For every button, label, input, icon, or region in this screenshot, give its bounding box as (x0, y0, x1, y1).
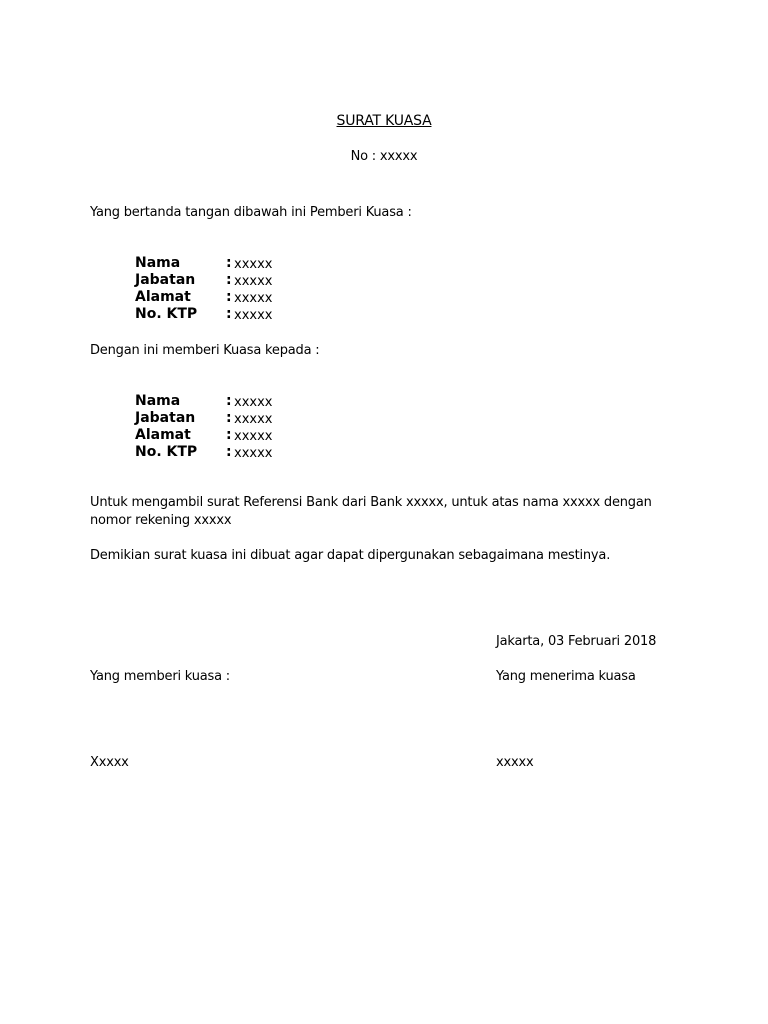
grantor-ktp-label: No. KTP (135, 306, 198, 322)
grantor-name-colon: : (226, 255, 232, 271)
grantee-name-label: Nama (135, 393, 181, 409)
place-date: Jakarta, 03 Februari 2018 (496, 634, 657, 649)
grantee-signature-label: Yang menerima kuasa (496, 669, 636, 684)
grantor-position-label: Jabatan (135, 272, 196, 288)
grantor-address-colon: : (226, 289, 232, 305)
grantor-address-label: Alamat (135, 289, 191, 305)
grantor-name-value: xxxxx (234, 257, 273, 272)
closing-paragraph: Demikian surat kuasa ini dibuat agar dapat dipergunakan sebagaimana mestinya. (90, 548, 611, 563)
purpose-paragraph: Untuk mengambil surat Referensi Bank dari Bank xxxxx, untuk atas nama xxxxx dengan nomor rekening xxxxx (90, 495, 652, 528)
grantee-position-value: xxxxx (234, 412, 273, 427)
grantee-position-colon: : (226, 410, 232, 426)
grantor-ktp-value: xxxxx (234, 308, 273, 323)
grantee-position-label: Jabatan (135, 410, 196, 426)
grantee-address-value: xxxxx (234, 429, 273, 444)
grantor-name-label: Nama (135, 255, 181, 271)
grantor-position-colon: : (226, 272, 232, 288)
grantee-ktp-label: No. KTP (135, 444, 198, 460)
grant-line-text: Dengan ini memberi Kuasa kepada : (90, 343, 320, 358)
grantee-address-label: Alamat (135, 427, 191, 443)
grantor-position-value: xxxxx (234, 274, 273, 289)
grantee-signature-name: xxxxx (496, 755, 534, 770)
grantee-ktp-value: xxxxx (234, 446, 273, 461)
grantee-name-value: xxxxx (234, 395, 273, 410)
grantor-signature-name: Xxxxx (90, 755, 129, 770)
grantor-address-value: xxxxx (234, 291, 273, 306)
intro-text: Yang bertanda tangan dibawah ini Pemberi Kuasa : (90, 205, 412, 220)
grantee-ktp-colon: : (226, 444, 232, 460)
grantee-name-colon: : (226, 393, 232, 409)
document-number: No : xxxxx (350, 149, 418, 164)
grantor-signature-label: Yang memberi kuasa : (90, 669, 230, 684)
grantee-address-colon: : (226, 427, 232, 443)
grantor-ktp-colon: : (226, 306, 232, 322)
document-title: SURAT KUASA (336, 113, 432, 129)
